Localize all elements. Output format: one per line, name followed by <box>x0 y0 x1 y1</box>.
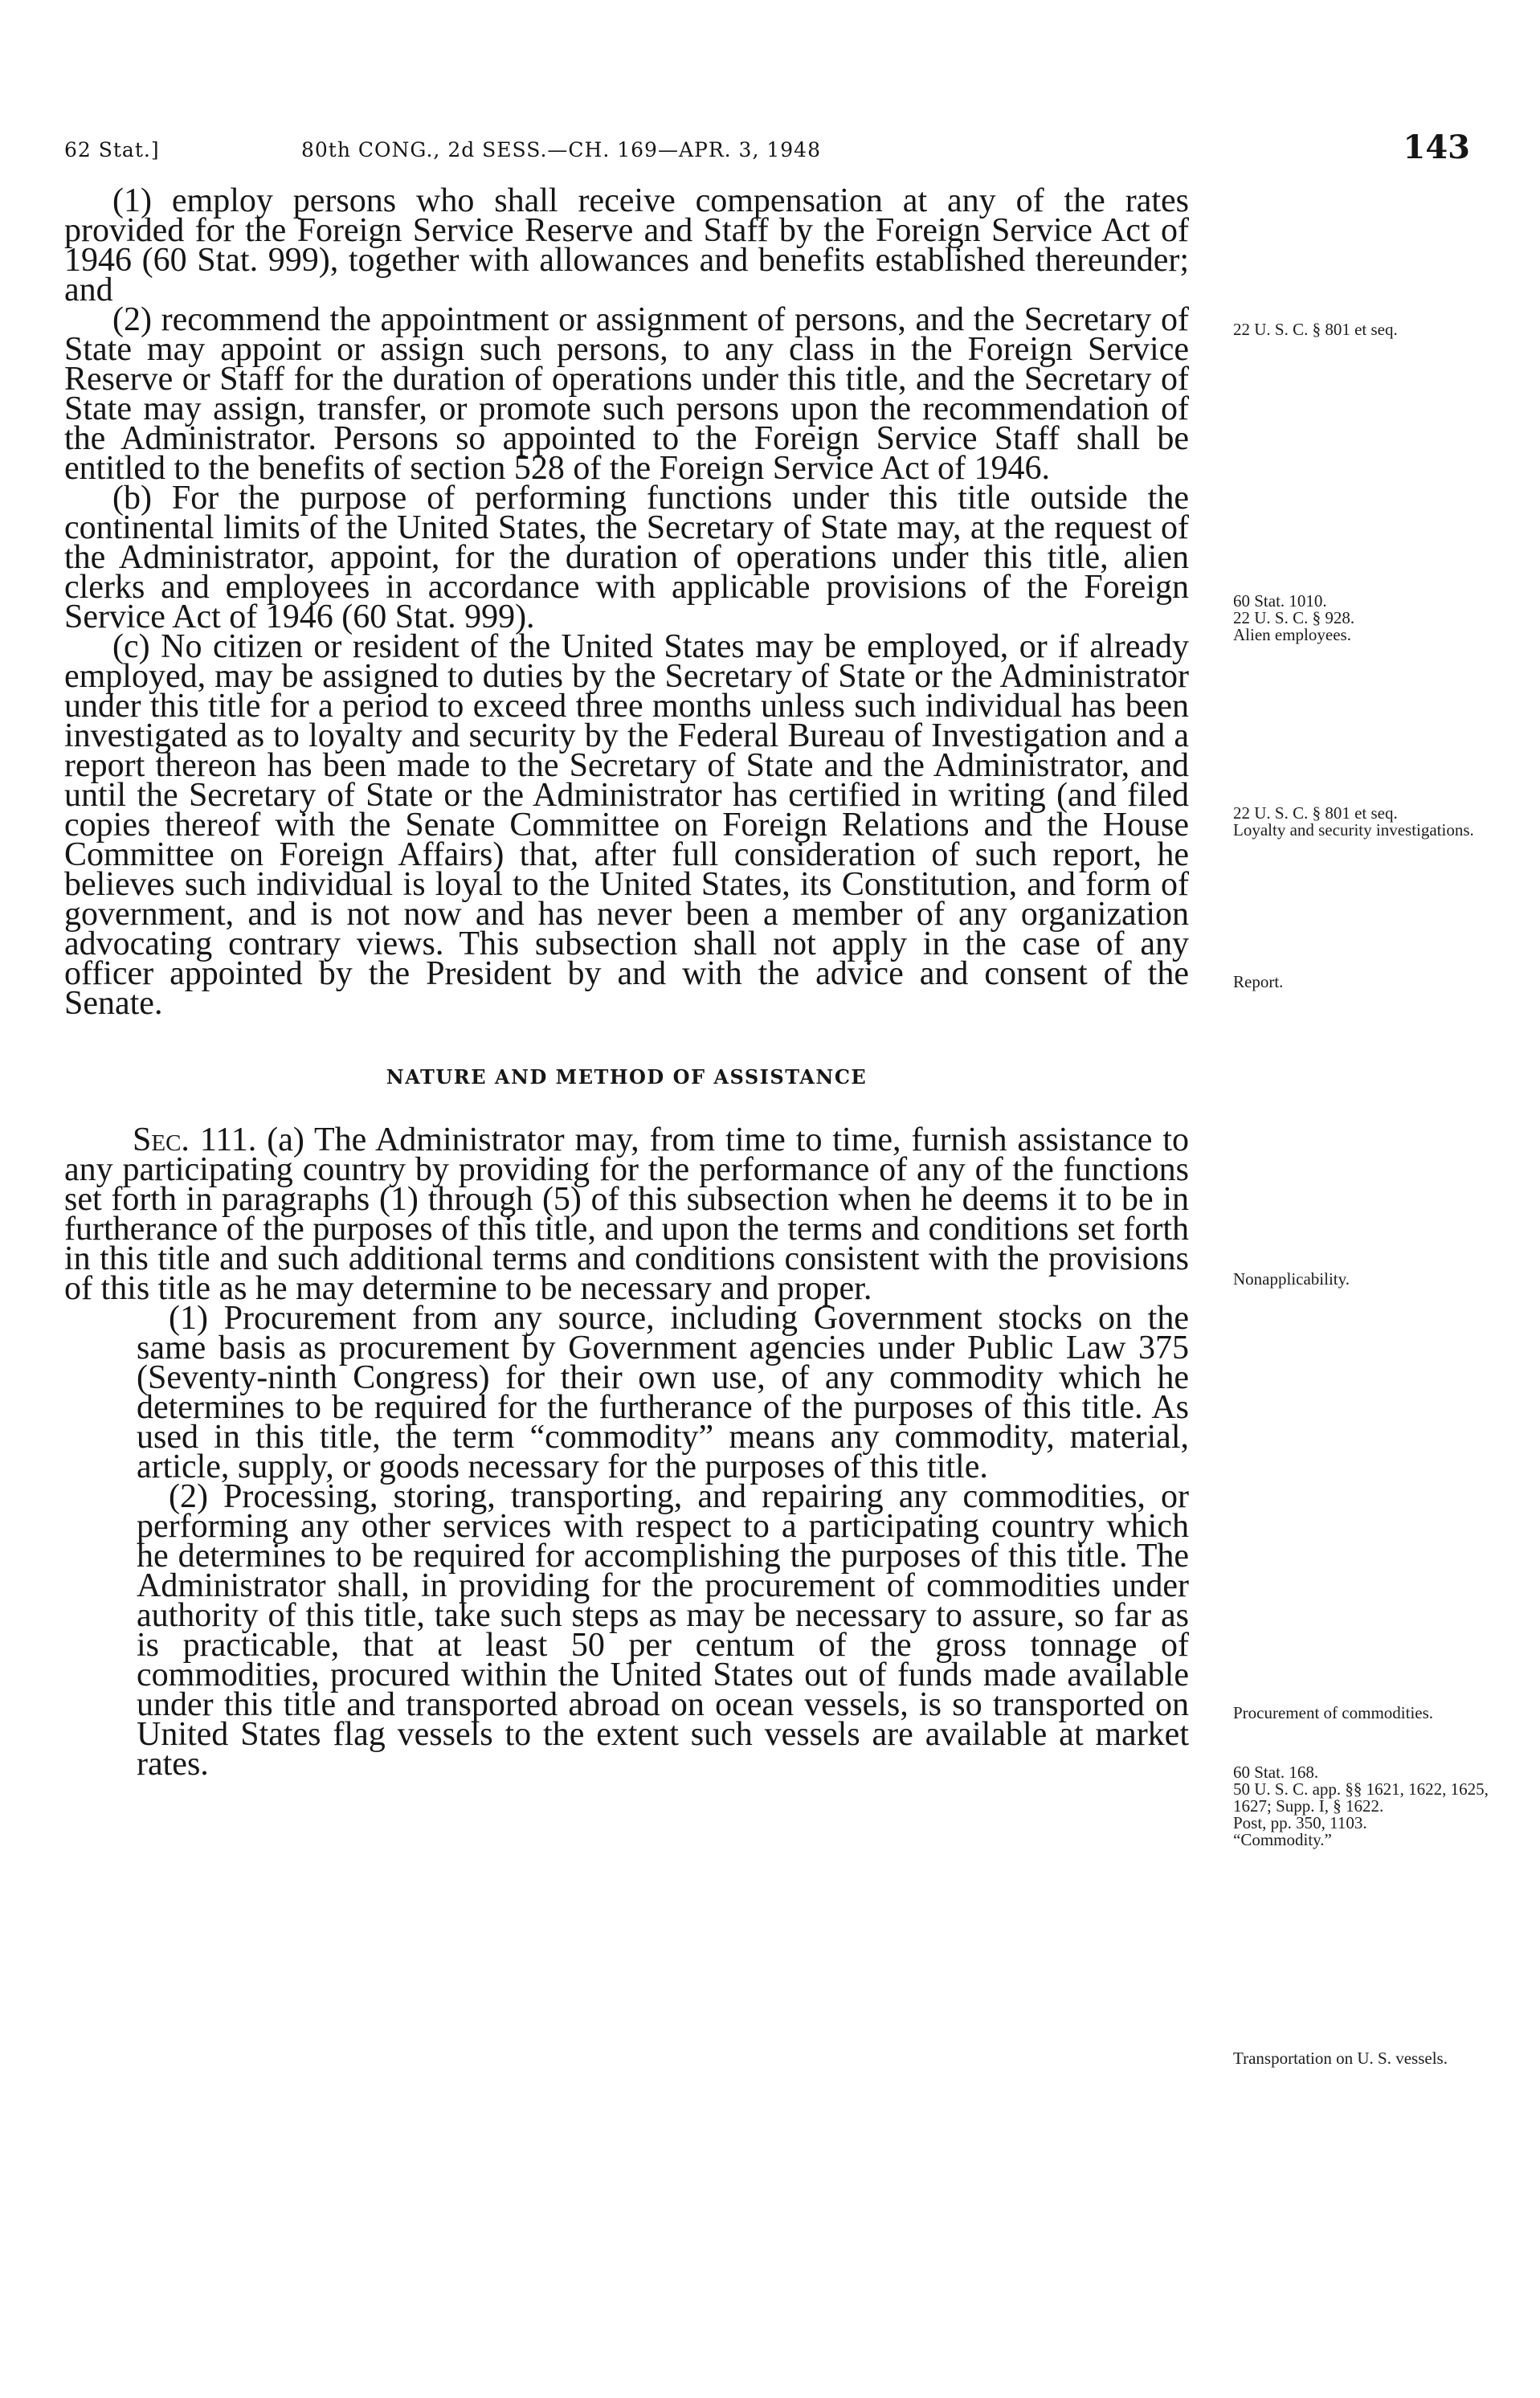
margin-cite-22usc-928: 22 U. S. C. § 928. <box>1233 608 1355 627</box>
section-heading: NATURE AND METHOD OF ASSISTANCE <box>386 1065 868 1089</box>
margin-label-loyalty: Loyalty and security investigations. <box>1233 820 1474 840</box>
margin-note-commodity <box>1233 1764 1506 1849</box>
section-111-intro <box>64 1121 1189 1307</box>
running-head: 80th CONG., 2d SESS.—CH. 169—APR. 3, 1948 <box>301 138 821 161</box>
main-text <box>64 182 1189 1783</box>
section-number: Sec. 111. <box>133 1121 257 1158</box>
margin-label-alien-employees: Alien employees. <box>1233 625 1351 644</box>
sub-paragraph-2-processing: (2) Processing, storing, transporting, and repairing any commodities, or performing any other services with respect to a participating country which he determines to be required for accomplishing the purposes of this title. The Administrator shall, in providing for the procurement of commodities under authority of this title, take such steps as may be necessary to assure, so far as is practicable, that at least 50 per centum of the gross tonnage of commodities, procured within the United States out of funds made available under this title and transported abroad on ocean vessels, is so transported on United States flag vessels to the extent such vessels are available at market rates. <box>137 1478 1189 1783</box>
margin-cite-60-stat-168: 60 Stat. 168. <box>1233 1763 1319 1782</box>
paragraph-b-alien: (b) For the purpose of performing functions under this title outside the continental limits of the United States, the Secretary of State may, at the request of the Administrator, appoint, for the duration of operations under this title, alien clerks and employees in accordance with applicable provisions of the Foreign Service Act of 1946 (60 Stat. 999). <box>64 480 1189 635</box>
margin-note-alien-employees <box>1233 593 1506 643</box>
paragraph-c-loyalty: (c) No citizen or resident of the United States may be employed, or if already employed, may be assigned to duties by the Secretary of State or the Administrator under this title for a period to exceed three months unless such individual has been investigated as to loyalty and security by the Federal Bureau of Investigation and a report thereon has been made to the Secretary of State and the Administrator, and until the Secretary of State or the Administrator has certified in writing (and filed copies thereof with the Senate Committee on Foreign Relations and the House Committee on Foreign Affairs) that, after full consideration of such report, he believes such individual is loyal to the United States, its Constitution, and form of government, and is not now and has never been a member of any organization advocating contrary views. This subsection shall not apply in the case of any officer appointed by the President by and with the advice and consent of the Senate. <box>64 628 1189 1022</box>
margin-cite-post: Post, pp. 350, 1103. <box>1233 1813 1367 1832</box>
margin-note-transportation: Transportation on U. S. vessels. <box>1233 2049 1448 2068</box>
page-header <box>64 129 1470 177</box>
paragraph-1-employ: (1) employ persons who shall receive compensation at any of the rates provided for the Foreign Service Reserve and Staff by the Foreign Service Act of 1946 (60 Stat. 999), together with allowances and benefits established thereunder; and <box>64 182 1189 308</box>
section-111-text: (a) The Administrator may, from time to time, furnish assistance to any participating country by providing for the performance of any of the functions set forth in paragraphs (1) through (5) of this subsection when he deems it to be in furtherance of the purposes of this title, and upon the terms and conditions set forth in this title and such additional terms and conditions consistent with the provisions of this title as he may determine to be necessary and proper. <box>64 1121 1189 1307</box>
margin-note-procurement: Procurement of commodities. <box>1233 1703 1434 1722</box>
margin-note-report: Report. <box>1233 972 1284 991</box>
margin-label-commodity: “Commodity.” <box>1233 1830 1332 1849</box>
paragraph-2-recommend: (2) recommend the appointment or assignment of persons, and the Secretary of State may appoint or assign such persons, to any class in the Foreign Service Reserve or Staff for the duration of operations under this title, and the Secretary of State may assign, transfer, or promote such persons upon the recommendation of the Administrator. Persons so appointed to the Foreign Service Staff shall be entitled to the benefits of section 528 of the Foreign Service Act of 1946. <box>64 301 1189 487</box>
page-number: 143 <box>1403 129 1470 166</box>
margin-note-22usc-801: 22 U. S. C. § 801 et seq. <box>1233 320 1398 339</box>
margin-note-loyalty <box>1233 805 1506 839</box>
sub-paragraph-1-procurement: (1) Procurement from any source, including Government stocks on the same basis as procurement by Government agencies under Public Law 375 (Seventy-ninth Congress) for their own use, of any commodity which he determines to be required for the furtherance of the purposes of this title. As used in this title, the term “commodity” means any commodity, material, article, supply, or goods necessary for the purposes of this title. <box>137 1300 1189 1485</box>
margin-note-nonapplicability: Nonapplicability. <box>1233 1269 1350 1289</box>
margin-cite-22usc-801: 22 U. S. C. § 801 et seq. <box>1233 803 1398 823</box>
margin-cite-60-stat-1010: 60 Stat. 1010. <box>1233 591 1327 611</box>
margin-cite-50usc-app: 50 U. S. C. app. §§ 1621, 1622, 1625, 1627; Supp. I, § 1622. <box>1233 1779 1489 1816</box>
statute-volume: 62 Stat.] <box>64 138 160 161</box>
